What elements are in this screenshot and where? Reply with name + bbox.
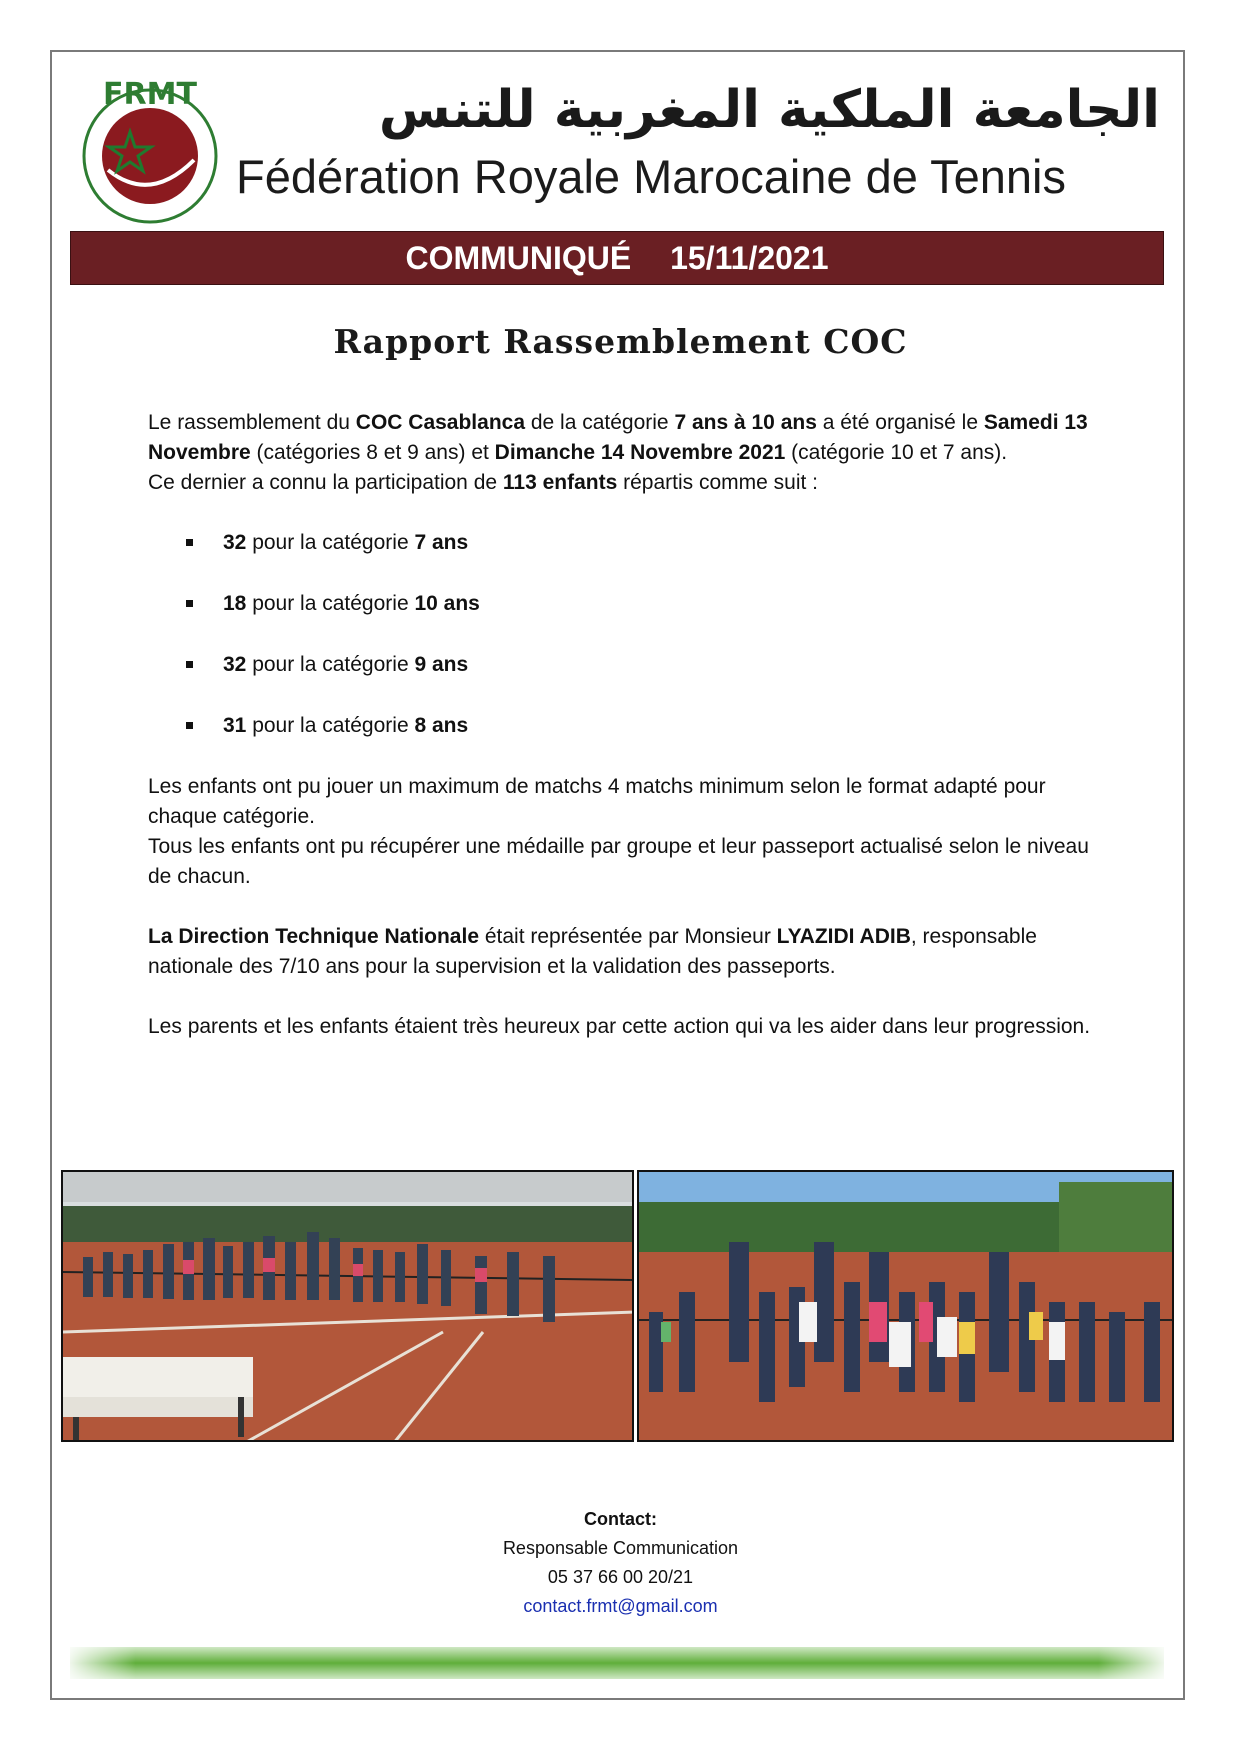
- federation-arabic-name: الجامعة الملكية المغربية للتنس: [378, 80, 1160, 140]
- grass-footer-image: [70, 1647, 1164, 1679]
- federation-name: Fédération Royale Marocaine de Tennis: [236, 150, 1066, 203]
- contact-phone: 05 37 66 00 20/21: [547, 1567, 694, 1587]
- communique-banner: [70, 231, 1164, 285]
- matches-paragraph: Les enfants ont pu jouer un maximum de matchs 4 matchs minimum selon le format adapté pour chaque catégorie.: [148, 775, 1046, 828]
- contact-role: Responsable Communication: [502, 1538, 739, 1558]
- banner-date: 15/11/2021: [670, 240, 829, 276]
- event-photos: [61, 1170, 1174, 1442]
- parents-paragraph: Les parents et les enfants étaient très heureux par cette action qui va les aider dans leur progression.: [148, 1015, 1091, 1038]
- group-photo-right: [637, 1170, 1174, 1442]
- contact-block: [0, 1505, 1241, 1621]
- contact-email-link[interactable]: contact.frmt@gmail.com: [523, 1596, 718, 1616]
- svg-text:FRMT: FRMT: [103, 77, 197, 112]
- intro-paragraph: Le rassemblement du COC Casablanca de la catégorie 7 ans à 10 ans a été organisé le Samedi 13 Novembre (catégories 8 et 9 ans) et Dimanche 14 Novembre 2021 (catégorie 10 et 7 ans).: [148, 411, 1088, 464]
- medals-paragraph: Tous les enfants ont pu récupérer une médaille par groupe et leur passeport actualisé selon le niveau de chacun.: [148, 835, 1089, 888]
- list-item: 32 pour la catégorie 9 ans: [148, 650, 1098, 711]
- document-title: Rapport Rassemblement COC: [333, 322, 908, 361]
- group-photo-left: [61, 1170, 634, 1442]
- document-body: [148, 408, 1098, 1042]
- category-list: [148, 528, 1098, 772]
- contact-heading: Contact:: [584, 1509, 657, 1529]
- list-item: 31 pour la catégorie 8 ans: [148, 711, 1098, 772]
- participation-paragraph: Ce dernier a connu la participation de 113 enfants répartis comme suit :: [148, 471, 819, 494]
- list-item: 32 pour la catégorie 7 ans: [148, 528, 1098, 589]
- banner-label: COMMUNIQUÉ: [405, 240, 632, 276]
- direction-paragraph: La Direction Technique Nationale était représentée par Monsieur LYAZIDI ADIB, responsable nationale des 7/10 ans pour la supervision et la validation des passeports.: [148, 925, 1037, 978]
- frmt-logo: [74, 74, 226, 226]
- list-item: 18 pour la catégorie 10 ans: [148, 589, 1098, 650]
